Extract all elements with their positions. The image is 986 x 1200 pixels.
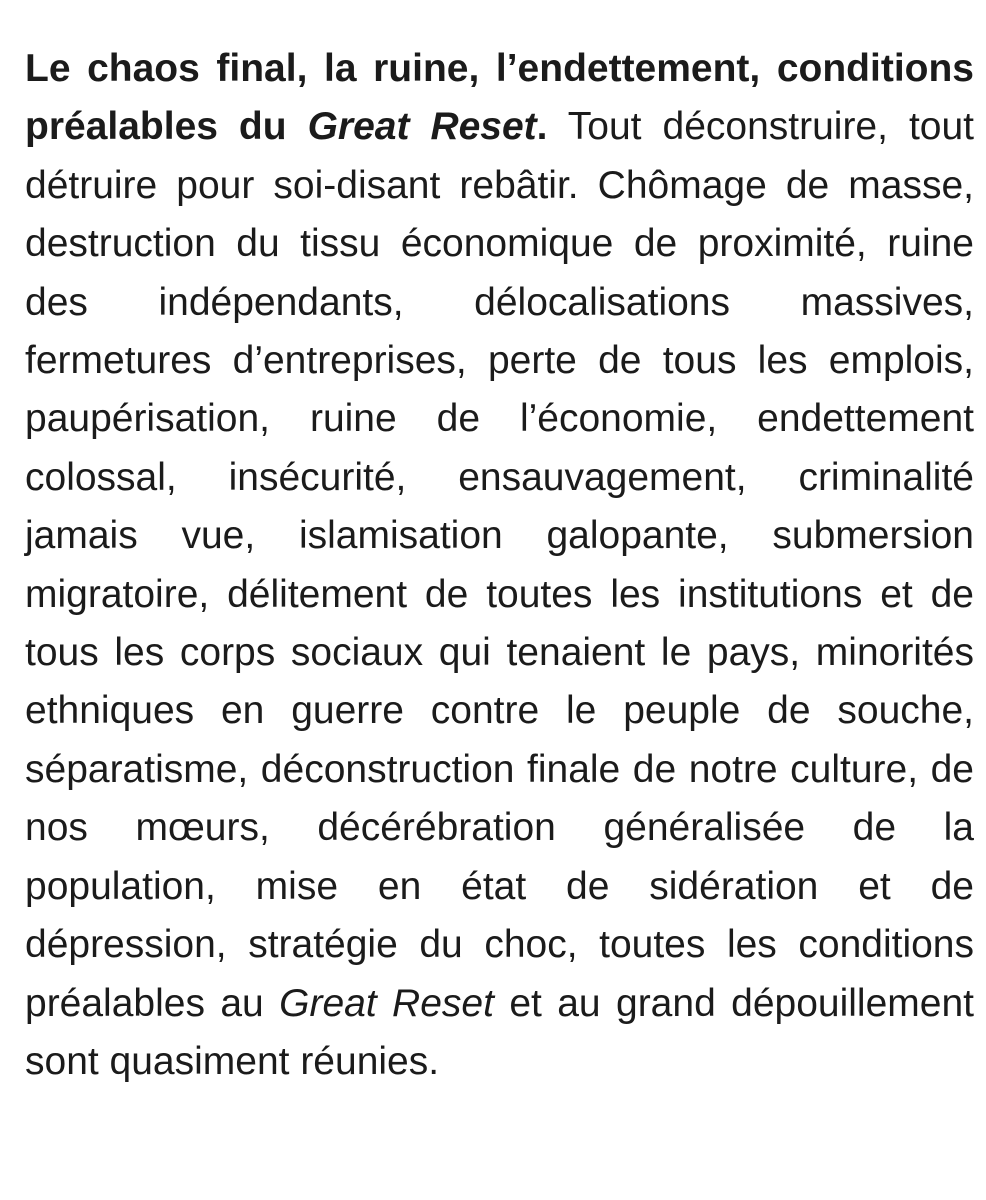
body-text-start: Tout déconstruire, tout détruire pour soi-disant rebâtir. Chômage de masse, destruction du tissu économique de proximité, ruine des indépendants, délocalisations massives, fermetures d’entreprises, perte de tous les emplois, paupérisation, ruine de l’économie, endettement colossal, insécurité, ensauvagement, criminalité jamais vue, islamisation galopante, submersion migratoire, délitement de toutes les institutions et de tous les corps sociaux qui tenaient le pays, minorités ethniques en guerre contre le peuple de souche, séparatisme, déconstruction finale de notre culture, de nos mœurs, décérébration généralisée de la population, mise en état de sidération et de dépression, stratégie du choc, toutes les conditions préalables au xyxy=(25,105,974,1025)
lead-text-start: Le chaos final, la ruine, l’endettement, conditions préalables du xyxy=(25,47,974,149)
body-text-end: et au grand dépouillement sont quasiment réunies. xyxy=(25,981,974,1083)
article-paragraph xyxy=(25,40,974,1091)
lead-text-end: . xyxy=(536,105,548,149)
body-italic-term: Great Reset xyxy=(279,981,494,1025)
lead-italic-term: Great Reset xyxy=(307,105,537,149)
